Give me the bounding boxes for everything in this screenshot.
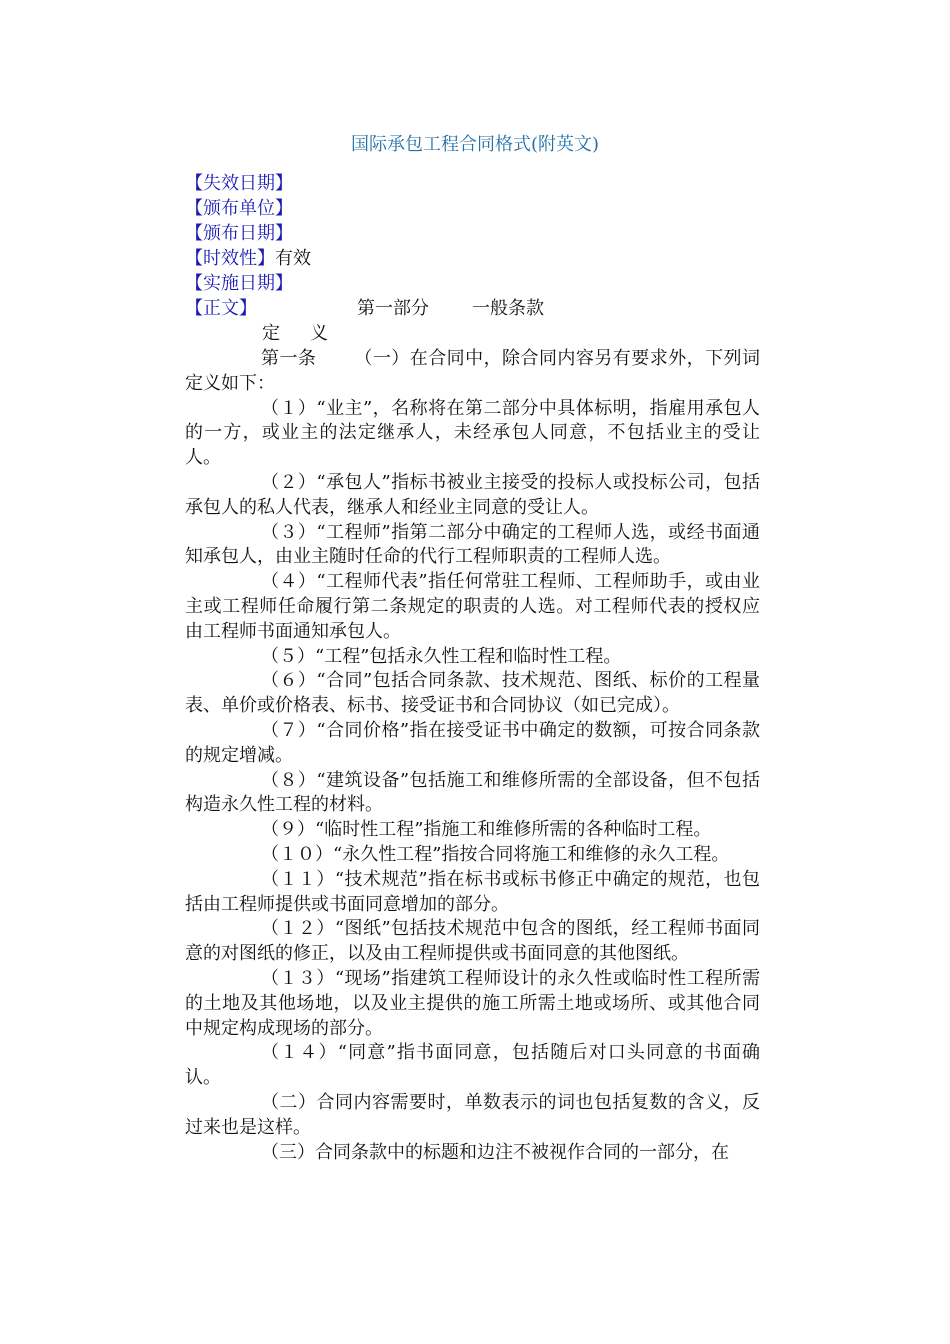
meta-label[interactable]: 【正文】 <box>185 298 257 319</box>
meta-label[interactable]: 【颁布日期】 <box>185 223 293 244</box>
meta-expiry-date <box>185 172 293 196</box>
page-title: 国际承包工程合同格式(附英文) <box>350 134 600 155</box>
definition-paragraph: （６）“合同”包括合同条款、技术规范、图纸、标价的工程量表、单价或价格表、标书、接受证书和合同协议（如已完成）。 <box>185 670 760 717</box>
definition-paragraph: （１４）“同意”指书面同意，包括随后对口头同意的书面确认。 <box>185 1042 760 1089</box>
meta-label[interactable]: 【失效日期】 <box>185 173 293 194</box>
article-paragraph <box>185 347 760 397</box>
definitions-heading-char: 义 <box>310 323 328 344</box>
article-label: 第一条 <box>261 348 317 369</box>
clause-paragraph: （三）合同条款中的标题和边注不被视作合同的一部分，在 <box>261 1141 729 1163</box>
meta-label[interactable]: 【颁布单位】 <box>185 198 293 219</box>
definitions-heading <box>262 322 328 346</box>
meta-issue-date <box>185 222 293 246</box>
definition-paragraph: （５）“工程”包括永久性工程和临时性工程。 <box>261 645 622 667</box>
definition-paragraph: （７）“合同价格”指在接受证书中确定的数额，可按合同条款的规定增减。 <box>185 719 760 766</box>
definitions-heading-char: 定 <box>262 323 280 344</box>
paragraph-text: （一）在合同中，除合同内容另有要求外，下列词定义如下： <box>185 348 760 394</box>
meta-validity <box>185 247 311 271</box>
definition-paragraph: （１２）“图纸”包括技术规范中包含的图纸，经工程师书面同意的对图纸的修正，以及由工程师提供或书面同意的其他图纸。 <box>185 918 760 965</box>
definition-paragraph: （３）“工程师”指第二部分中确定的工程师人选，或经书面通知承包人，由业主随时任命的代行工程师职责的工程师人选。 <box>185 521 760 568</box>
meta-effective-date <box>185 272 293 296</box>
definition-paragraph: （１０）“永久性工程”指按合同将施工和维修的永久工程。 <box>261 843 730 865</box>
definition-paragraph: （２）“承包人”指标书被业主接受的投标人或投标公司，包括承包人的私人代表，继承人和经业主同意的受让人。 <box>185 471 760 518</box>
definition-paragraph: （９）“临时性工程”指施工和维修所需的各种临时工程。 <box>261 819 712 841</box>
meta-label[interactable]: 【时效性】 <box>185 248 275 269</box>
part-title: 第一部分 <box>357 298 429 319</box>
meta-issuing-unit <box>185 197 293 221</box>
definition-paragraph: （８）“建筑设备”包括施工和维修所需的全部设备，但不包括构造永久性工程的材料。 <box>185 769 760 816</box>
clause-paragraph: （二）合同内容需要时，单数表示的词也包括复数的含义，反过来也是这样。 <box>185 1091 760 1138</box>
definition-paragraph: （１３）“现场”指建筑工程师设计的永久性或临时性工程所需的土地及其他场地，以及业主提供的施工所需土地或场所、或其他合同中规定构成现场的部分。 <box>185 967 760 1039</box>
contract-body <box>185 347 760 1165</box>
definition-paragraph: （１１）“技术规范”指在标书或标书修正中确定的规范，也包括由工程师提供或书面同意增加的部分。 <box>185 868 760 915</box>
meta-label[interactable]: 【实施日期】 <box>185 273 293 294</box>
meta-value: 有效 <box>275 248 311 269</box>
definition-paragraph: （４）“工程师代表”指任何常驻工程师、工程师助手，或由业主或工程师任命履行第二条规定的职责的人选。对工程师代表的授权应由工程师书面通知承包人。 <box>185 571 760 642</box>
meta-body-label <box>185 297 257 321</box>
part-name: 一般条款 <box>472 298 544 319</box>
definition-paragraph: （１）“业主”，名称将在第二部分中具体标明，指雇用承包人的一方，或业主的法定继承人，未经承包人同意，不包括业主的受让人。 <box>185 397 760 469</box>
